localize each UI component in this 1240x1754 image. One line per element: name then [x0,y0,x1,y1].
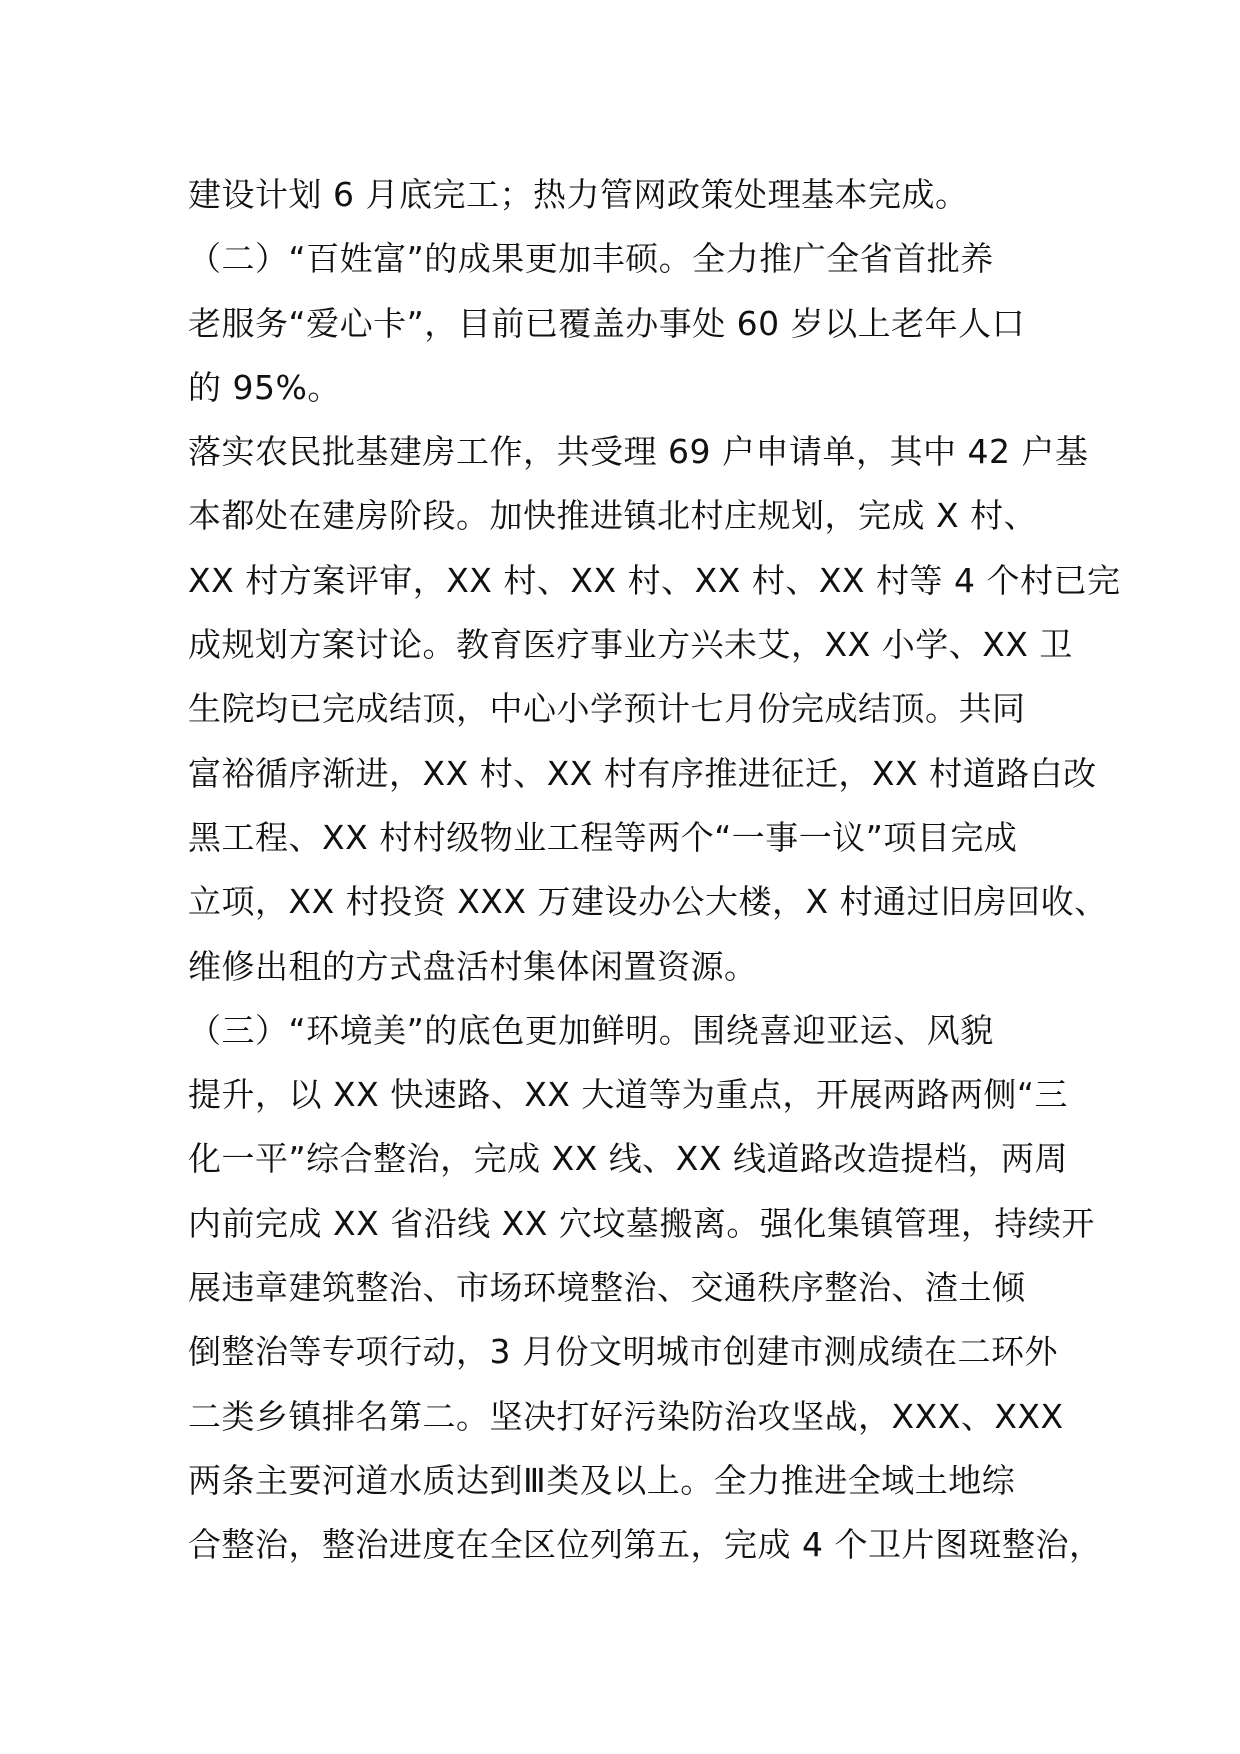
text-line: XX 村方案评审，XX 村、XX 村、XX 村、XX 村等 4 个村已完 [188,560,1121,600]
text-line: 展违章建筑整治、市场环境整治、交通秩序整治、渣土倾 [188,1268,1026,1308]
section-heading-line: （三）“环境美”的底色更加鲜明。围绕喜迎亚运、风貌 [188,1010,994,1050]
document-body [188,163,1121,1578]
text-line: 生院均已完成结顶，中心小学预计七月份完成结顶。共同 [188,689,1026,729]
text-line: 两条主要河道水质达到Ⅲ类及以上。全力推进全域土地综 [188,1460,1016,1500]
text-line: 内前完成 XX 省沿线 XX 穴坟墓搬离。强化集镇管理，持续开 [188,1203,1095,1243]
text-line: 老服务“爱心卡”，目前已覆盖办事处 60 岁以上老年人口 [188,303,1026,343]
text-line: 维修出租的方式盘活村集体闲置资源。 [188,946,758,986]
text-line: 提升，以 XX 快速路、XX 大道等为重点，开展两路两侧“三 [188,1075,1068,1115]
text-line: 二类乡镇排名第二。坚决打好污染防治攻坚战，XXX、XXX [188,1396,1064,1436]
text-line: 本都处在建房阶段。加快推进镇北村庄规划，完成 X 村、 [188,496,1038,536]
text-line: 倒整治等专项行动，3 月份文明城市创建市测成绩在二环外 [188,1332,1058,1372]
text-line: 建设计划 6 月底完工；热力管网政策处理基本完成。 [188,175,969,214]
text-line: 立项，XX 村投资 XXX 万建设办公大楼，X 村通过旧房回收、 [188,882,1108,922]
text-line: 成规划方案讨论。教育医疗事业方兴未艾，XX 小学、XX 卫 [188,625,1073,665]
text-line: 的 95%。 [188,367,341,407]
section-heading-line: （二）“百姓富”的成果更加丰硕。全力推广全省首批养 [188,239,994,279]
text-line: 富裕循序渐进，XX 村、XX 村有序推进征迁，XX 村道路白改 [188,753,1097,793]
text-line: 化一平”综合整治，完成 XX 线、XX 线道路改造提档，两周 [188,1139,1068,1179]
text-line: 合整治，整治进度在全区位列第五，完成 4 个卫片图斑整治， [188,1525,1103,1565]
text-line: 黑工程、XX 村村级物业工程等两个“一事一议”项目完成 [188,817,1018,857]
text-line: 落实农民批基建房工作，共受理 69 户申请单，其中 42 户基 [188,432,1089,472]
